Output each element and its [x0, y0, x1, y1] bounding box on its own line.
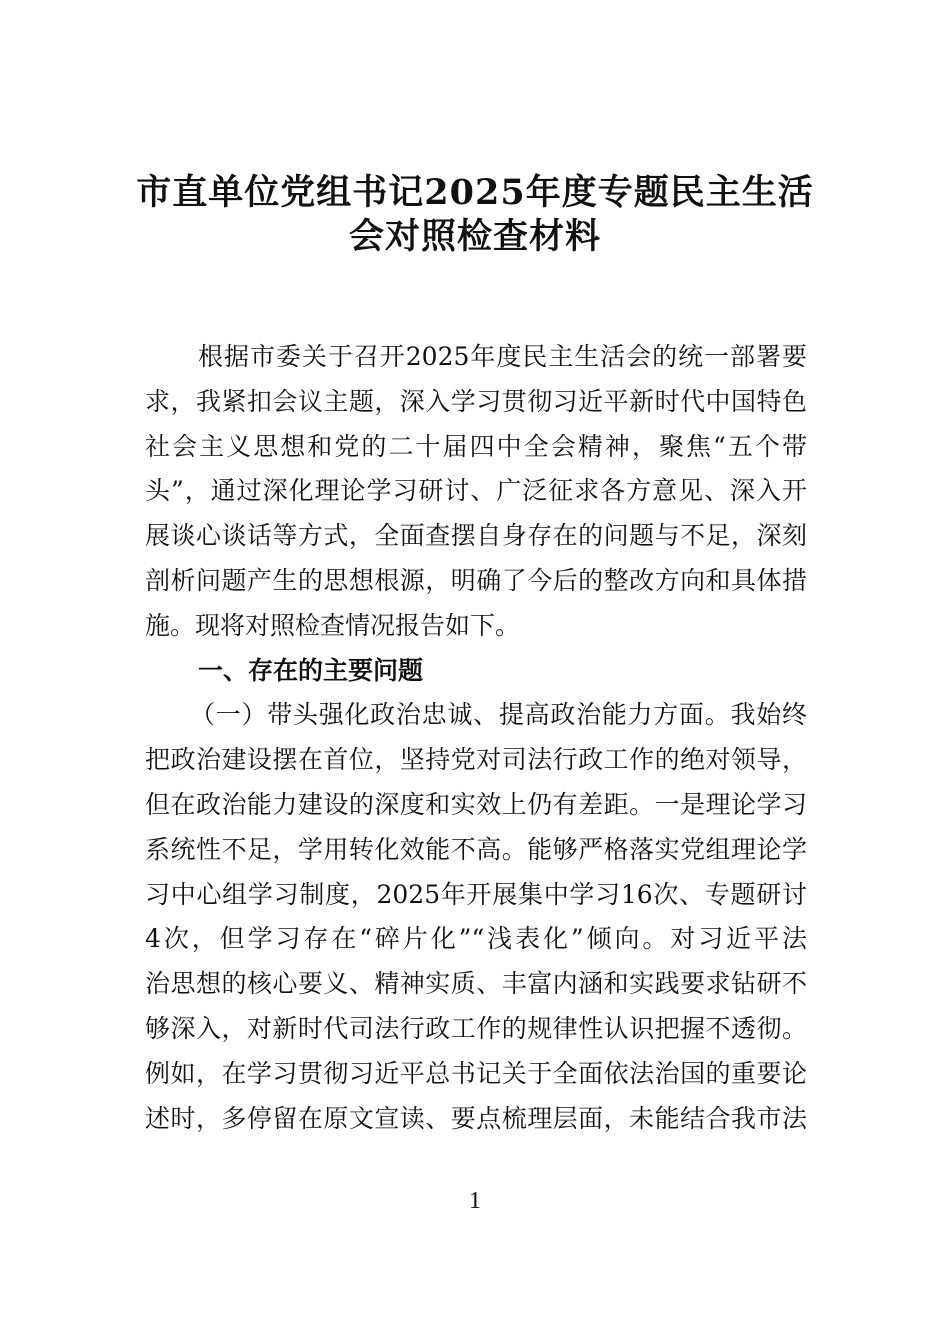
document-body	[145, 335, 807, 1141]
intro-line: 头”，通过深化理论学习研讨、广泛征求各方意见、深入开	[145, 476, 807, 506]
document-title-line-1: 市直单位党组书记2025年度专题民主生活	[136, 172, 814, 213]
section-line: 治思想的核心要义、精神实质、丰富内涵和实践要求钻研不	[145, 969, 807, 999]
section-line: 述时，多停留在原文宣读、要点梳理层面，未能结合我市法	[145, 1103, 807, 1133]
section-line: 习中心组学习制度，2025年开展集中学习16次、专题研讨	[145, 879, 807, 909]
document-title-line-2: 会对照检查材料	[348, 216, 601, 257]
section-line: 但在政治能力建设的深度和实效上仍有差距。一是理论学习	[145, 789, 807, 819]
intro-line: 剖析问题产生的思想根源，明确了今后的整改方向和具体措	[145, 565, 807, 595]
section-heading: 一、存在的主要问题	[198, 655, 424, 685]
section-line: 系统性不足，学用转化效能不高。能够严格落实党组理论学	[145, 834, 807, 864]
section-line: 例如，在学习贯彻习近平总书记关于全面依法治国的重要论	[145, 1058, 807, 1088]
page-number: 1	[469, 1188, 481, 1214]
section-line: 4次，但学习存在“碎片化”“浅表化”倾向。对习近平法	[145, 924, 807, 954]
intro-line: 根据市委关于召开2025年度民主生活会的统一部署要	[198, 342, 807, 371]
section-line: （一）带头强化政治忠诚、提高政治能力方面。我始终	[190, 700, 807, 730]
intro-line: 社会主义思想和党的二十届四中全会精神，聚焦“五个带	[145, 431, 807, 461]
section-line: 把政治建设摆在首位，坚持党对司法行政工作的绝对领导，	[145, 745, 807, 775]
section-line: 够深入，对新时代司法行政工作的规律性认识把握不透彻。	[145, 1013, 807, 1043]
intro-line: 展谈心谈话等方式，全面查摆自身存在的问题与不足，深刻	[145, 521, 807, 551]
intro-line: 求，我紧扣会议主题，深入学习贯彻习近平新时代中国特色	[145, 386, 807, 416]
intro-line: 施。现将对照检查情况报告如下。	[145, 610, 521, 640]
